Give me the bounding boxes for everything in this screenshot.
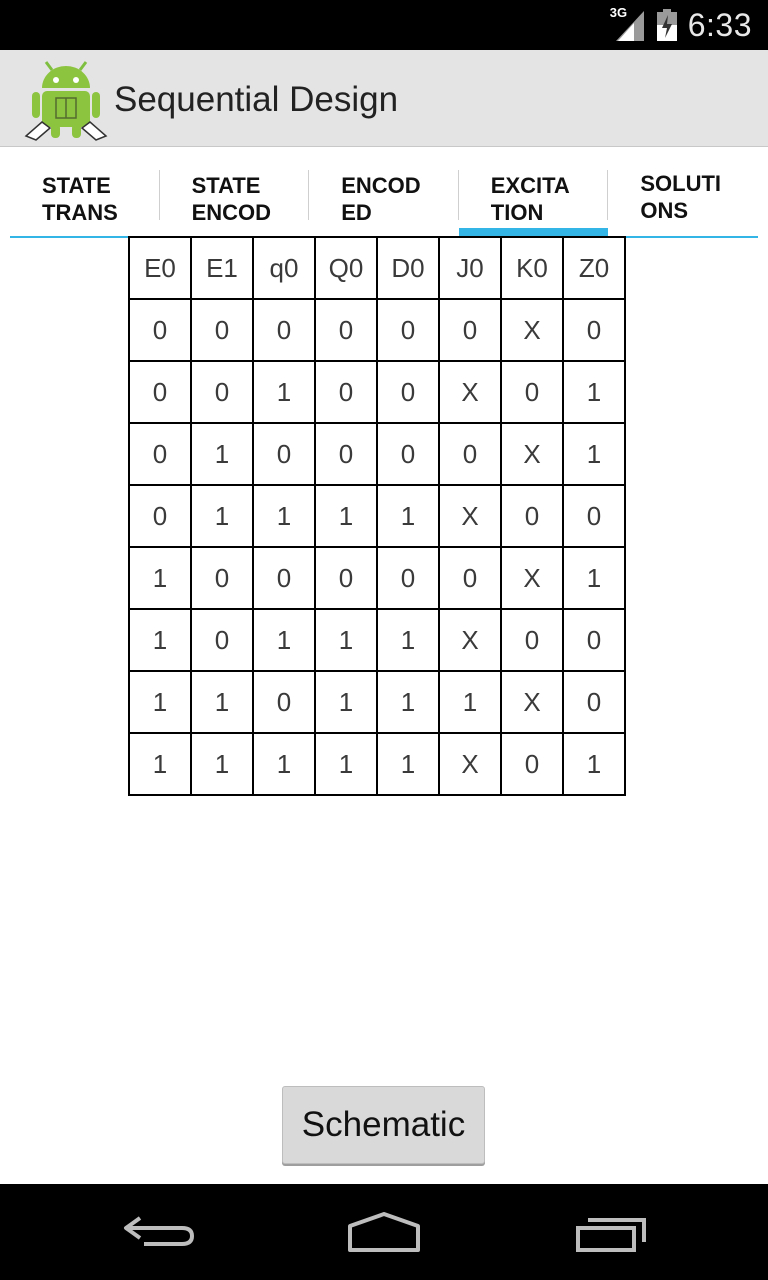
table-cell: 0 — [377, 299, 439, 361]
status-icons — [609, 5, 752, 44]
table-row — [129, 733, 625, 795]
table-row — [129, 609, 625, 671]
header-cell: E1 — [191, 237, 253, 299]
table-cell: 0 — [315, 361, 377, 423]
android-app-icon[interactable] — [24, 58, 108, 142]
tab-label-line1: STATE — [191, 173, 261, 198]
back-icon[interactable] — [110, 1204, 210, 1260]
table-row — [129, 361, 625, 423]
table-cell: 1 — [253, 485, 315, 547]
table-cell: 0 — [129, 423, 191, 485]
table-cell: 0 — [501, 485, 563, 547]
table-cell: 0 — [191, 361, 253, 423]
tab-label-line2: ONS — [640, 198, 689, 223]
table-cell: 0 — [253, 299, 315, 361]
status-bar — [0, 0, 768, 50]
tab-label-line1: EXCITA — [490, 173, 570, 198]
table-cell: 1 — [563, 361, 625, 423]
table-cell: 1 — [315, 609, 377, 671]
table-cell: 1 — [191, 671, 253, 733]
battery-icon — [656, 9, 678, 41]
table-cell: 1 — [191, 485, 253, 547]
table-cell: X — [501, 671, 563, 733]
table-row — [129, 671, 625, 733]
table-cell: 1 — [129, 609, 191, 671]
table-cell: 1 — [377, 671, 439, 733]
table-cell: 0 — [129, 299, 191, 361]
header-cell: q0 — [253, 237, 315, 299]
table-cell: 1 — [253, 361, 315, 423]
table-cell: X — [439, 485, 501, 547]
table-cell: 1 — [377, 609, 439, 671]
table-cell: 0 — [129, 485, 191, 547]
table-cell: X — [439, 361, 501, 423]
table-cell: 0 — [377, 547, 439, 609]
table-cell: 0 — [191, 609, 253, 671]
table-cell: 1 — [315, 485, 377, 547]
table-row — [129, 423, 625, 485]
signal-icon — [609, 5, 646, 41]
tab-label-line2: TRANS — [42, 200, 118, 225]
table-row — [129, 485, 625, 547]
table-cell: X — [439, 609, 501, 671]
table-cell: 0 — [439, 299, 501, 361]
network-type: 3G — [609, 5, 628, 20]
tab-state-encod[interactable] — [160, 160, 310, 236]
header-cell: D0 — [377, 237, 439, 299]
header-cell: J0 — [439, 237, 501, 299]
tab-label-line1: SOLUTI — [640, 171, 722, 196]
table-cell: 1 — [191, 423, 253, 485]
clock: 6:33 — [687, 6, 752, 43]
table-cell: 1 — [253, 609, 315, 671]
table-cell: 1 — [191, 733, 253, 795]
table-cell: 0 — [563, 609, 625, 671]
table-cell: 1 — [129, 547, 191, 609]
tab-bar — [10, 160, 758, 238]
table-cell: 1 — [563, 423, 625, 485]
table-cell: 1 — [563, 733, 625, 795]
home-icon[interactable] — [334, 1204, 434, 1260]
table-cell: 0 — [253, 671, 315, 733]
table-cell: 0 — [563, 299, 625, 361]
table-cell: 0 — [253, 423, 315, 485]
table-cell: 0 — [315, 547, 377, 609]
tab-label-line1: STATE — [42, 173, 111, 198]
tab-encoded[interactable] — [309, 160, 459, 236]
excitation-table — [128, 236, 626, 796]
table-cell: 0 — [191, 547, 253, 609]
table-cell: 0 — [563, 671, 625, 733]
table-cell: 0 — [439, 547, 501, 609]
table-cell: 1 — [129, 671, 191, 733]
table-cell: 0 — [315, 423, 377, 485]
table-cell: X — [439, 733, 501, 795]
table-cell: 0 — [501, 733, 563, 795]
table-cell: 0 — [377, 423, 439, 485]
schematic-button[interactable]: Schematic — [282, 1086, 485, 1164]
table-cell: X — [501, 299, 563, 361]
table-cell: 1 — [439, 671, 501, 733]
table-cell: 0 — [129, 361, 191, 423]
table-row — [129, 299, 625, 361]
table-cell: 0 — [501, 609, 563, 671]
table-cell: 0 — [377, 361, 439, 423]
action-bar — [0, 50, 768, 147]
table-cell: 0 — [439, 423, 501, 485]
table-cell: 1 — [315, 733, 377, 795]
table-cell: 1 — [129, 733, 191, 795]
table-row — [129, 547, 625, 609]
table-cell: 0 — [253, 547, 315, 609]
tab-label-line1: ENCOD — [341, 173, 421, 198]
table-cell: X — [501, 423, 563, 485]
table-cell: 0 — [191, 299, 253, 361]
table-header-row — [129, 237, 625, 299]
header-cell: K0 — [501, 237, 563, 299]
header-cell: Q0 — [315, 237, 377, 299]
table-cell: X — [501, 547, 563, 609]
table-cell: 0 — [315, 299, 377, 361]
table-cell: 1 — [563, 547, 625, 609]
table-cell: 1 — [315, 671, 377, 733]
header-cell: E0 — [129, 237, 191, 299]
navigation-bar — [0, 1184, 768, 1280]
header-cell: Z0 — [563, 237, 625, 299]
tab-label-line2: ENCOD — [191, 200, 272, 225]
app-title: Sequential Design — [114, 80, 399, 119]
table-cell: 0 — [501, 361, 563, 423]
tab-excitation[interactable] — [459, 160, 609, 236]
tab-label-line2: ED — [341, 200, 372, 225]
table-cell: 1 — [377, 733, 439, 795]
table-cell: 0 — [563, 485, 625, 547]
tab-label-line2: TION — [490, 200, 544, 225]
recent-apps-icon[interactable] — [560, 1204, 660, 1260]
table-cell: 1 — [253, 733, 315, 795]
tab-solutions[interactable] — [608, 160, 758, 236]
table-cell: 1 — [377, 485, 439, 547]
tab-state-trans[interactable] — [10, 160, 160, 236]
